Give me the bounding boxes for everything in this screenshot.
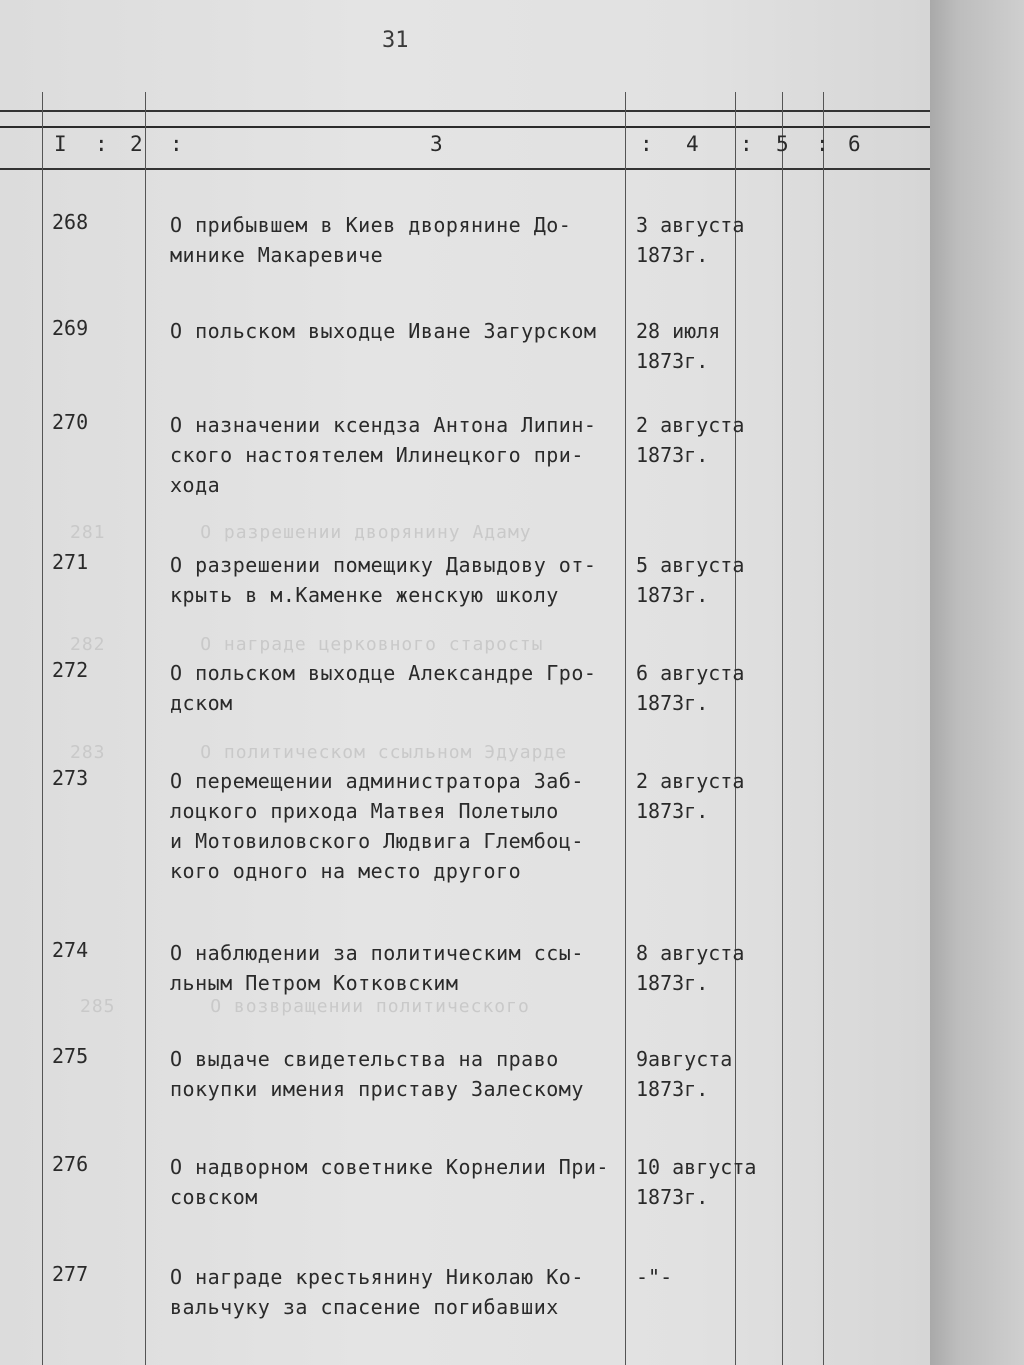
header-rule-bottom bbox=[0, 168, 930, 170]
entry-date: 6 августа 1873г. bbox=[636, 661, 745, 715]
entry-number: 272 bbox=[52, 658, 89, 682]
entry-number: 269 bbox=[52, 316, 89, 340]
column-header-6: 6 bbox=[848, 132, 861, 156]
entry-date: 28 июля 1873г. bbox=[636, 319, 721, 373]
page-number: 31 bbox=[382, 28, 409, 53]
column-header-row: I : 2 : 3 : 4 : 5 : 6 bbox=[54, 132, 861, 156]
column-header-5: 5 bbox=[776, 132, 789, 156]
bleed-through-mark: 283 О политическом ссыльном Эдуарде bbox=[70, 742, 568, 763]
column-divider bbox=[145, 92, 146, 1365]
column-divider bbox=[823, 92, 824, 1365]
header-rule-top bbox=[0, 110, 930, 112]
entry-description: О перемещении администратора Заб- лоцкого прихода Матвея Полетыло и Мотовиловского Людвига Глембоц- кого одного на место другого bbox=[170, 769, 584, 883]
entry-description: О выдаче свидетельства на право покупки имения приставу Залескому bbox=[170, 1047, 584, 1101]
page-shadow-edge bbox=[930, 0, 1024, 1365]
column-divider bbox=[782, 92, 783, 1365]
entry-date: 3 августа 1873г. bbox=[636, 213, 745, 267]
column-header-1: I bbox=[54, 132, 67, 156]
entry-number: 275 bbox=[52, 1044, 89, 1068]
entry-number: 276 bbox=[52, 1152, 89, 1176]
entry-description: О польском выходце Александре Гро- дском bbox=[170, 661, 597, 715]
entry-number: 270 bbox=[52, 410, 89, 434]
bleed-through-mark: 285 О возвращении политического bbox=[80, 996, 530, 1017]
column-header-2: 2 bbox=[130, 132, 143, 156]
column-header-3: 3 bbox=[430, 132, 443, 156]
bleed-through-mark: 282 О награде церковного старосты bbox=[70, 634, 544, 655]
entry-number: 268 bbox=[52, 210, 89, 234]
entry-number: 271 bbox=[52, 550, 89, 574]
entry-date: 9августа 1873г. bbox=[636, 1047, 733, 1101]
entry-number: 274 bbox=[52, 938, 89, 962]
entry-description: О польском выходце Иване Загурском bbox=[170, 319, 597, 343]
entry-description: О назначении ксендза Антона Липин- ского настоятелем Илинецкого при- хода bbox=[170, 413, 597, 497]
entry-description: О награде крестьянину Николаю Ко- вальчуку за спасение погибавших bbox=[170, 1265, 584, 1319]
column-divider bbox=[42, 92, 43, 1365]
entry-date: 2 августа 1873г. bbox=[636, 413, 745, 467]
entry-date: 5 августа 1873г. bbox=[636, 553, 745, 607]
entry-date: 2 августа 1873г. bbox=[636, 769, 745, 823]
entry-number: 277 bbox=[52, 1262, 89, 1286]
bleed-through-mark: 281 О разрешении дворянину Адаму bbox=[70, 522, 532, 543]
column-header-4: 4 bbox=[686, 132, 699, 156]
entry-date: -"- bbox=[636, 1265, 673, 1289]
entry-date: 10 августа 1873г. bbox=[636, 1155, 757, 1209]
entry-description: О прибывшем в Киев дворянине До- минике Макаревиче bbox=[170, 213, 572, 267]
entry-date: 8 августа 1873г. bbox=[636, 941, 745, 995]
entry-number: 273 bbox=[52, 766, 89, 790]
entry-description: О наблюдении за политическим ссы- льным Петром Котковским bbox=[170, 941, 584, 995]
entry-description: О надворном советнике Корнелии При- совском bbox=[170, 1155, 609, 1209]
entry-description: О разрешении помещику Давыдову от- крыть в м.Каменке женскую школу bbox=[170, 553, 597, 607]
